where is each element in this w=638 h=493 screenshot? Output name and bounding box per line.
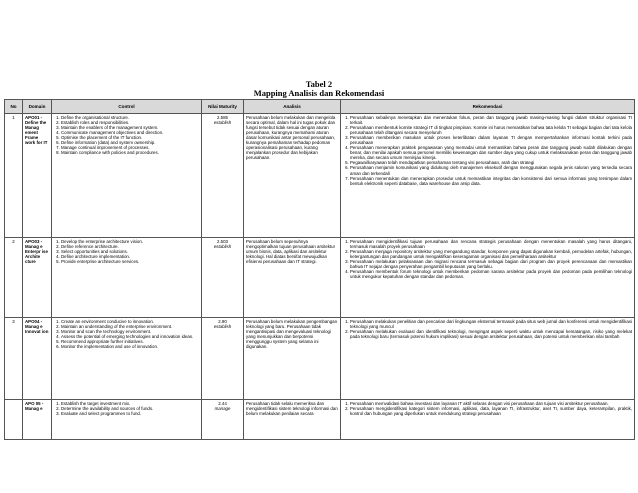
control-item: 2. Determine the availability and sources of funds. bbox=[61, 406, 199, 411]
control-item: 5. Optimise the placement of the IT function. bbox=[61, 135, 199, 140]
control-item: 2. Define reference architecture. bbox=[61, 244, 199, 249]
recommendation-cell bbox=[341, 400, 635, 440]
table-row bbox=[5, 400, 635, 440]
table-row bbox=[5, 114, 635, 238]
recommendation-item: 7. Perusahaan menentukan dan menerapkan prosedur untuk memastikan integritas dan konsistensi dari semua informasi yang tersimpan dalam bentuk elektronik seperti database, data warehouse dan arsip data. bbox=[350, 176, 632, 186]
table-number: Tabel 2 bbox=[305, 79, 333, 89]
control-item: 5. Provide enterprise architecture services. bbox=[61, 259, 199, 264]
row-number: 1 bbox=[5, 114, 23, 238]
control-item: 3. Select opportunities and solutions. bbox=[61, 249, 199, 254]
control-item: 3. Maintain the enablers of the management system. bbox=[61, 125, 199, 130]
maturity-value: 2.585 bbox=[217, 115, 228, 120]
control-item: 2. Maintain an understanding of the enterprise environment. bbox=[61, 324, 199, 329]
maturity-cell bbox=[202, 238, 244, 318]
mapping-table bbox=[4, 99, 635, 440]
header-maturity: Nilai Maturity bbox=[202, 100, 244, 114]
recommendation-item: 1. Perusahaan sebaiknya menetapkan dan menentukan fokus, peran dan tanggung jawab masing-masing fungsi dalam struktur organisasi TI terkait. bbox=[350, 115, 632, 125]
table-header-row bbox=[5, 100, 635, 114]
control-item: 7. Manage continual improvement of processes. bbox=[61, 145, 199, 150]
maturity-value: 2.44 bbox=[218, 401, 227, 406]
recommendation-item: 3. Perusahaan memberikan masukan untuk proses keterlibatan dalam layanan TI dengan mempertahankan informasi kontak terkini pada perusahaan bbox=[350, 135, 632, 145]
table-title: Mapping Analisis dan Rekomendasi bbox=[253, 88, 385, 98]
control-item: 4. Define architecture implementation. bbox=[61, 254, 199, 259]
maturity-value: 2.90 bbox=[218, 319, 227, 324]
recommendation-cell bbox=[341, 238, 635, 318]
recommendation-item: 1. Perusahaan memvalidasi bahwa investasi dan layanan IT aktif selaras dengan visi perusahaan dan tujuan visi arsitektur perusahaan. bbox=[350, 401, 632, 406]
header-domain: Domain bbox=[23, 100, 52, 114]
maturity-value: 2.503 bbox=[217, 239, 228, 244]
header-no: No bbox=[5, 100, 23, 114]
control-item: 1. Develop the enterprise architecture vision. bbox=[61, 239, 199, 244]
recommendation-item: 2. Perusahaan melakukan evaluasi dan identifikasi teknologi, mengingat aspek seperti waktu untuk mencapai kematangan, risiko yang melekat pada teknologi baru (termasuk potensi hukum implikasi) sesuai dengan arsitektur perusahaan, dan potensi untuk memberikan nilai tambah bbox=[350, 329, 632, 339]
table-row bbox=[5, 318, 635, 400]
control-item: 5. Recommend appropriate further initiatives. bbox=[61, 339, 199, 344]
maturity-cell bbox=[202, 318, 244, 400]
domain-cell: APO01 - Define the Manag ement Frame work for IT bbox=[23, 114, 52, 238]
recommendation-list bbox=[343, 401, 632, 416]
control-item: 8. Maintain compliance with policies and procedures. bbox=[61, 150, 199, 155]
recommendation-item: 4. Perusahaan membentuk forum teknologi untuk memberikan pedoman sarana arsitektur pada proyek dan pedoman pada pemilihan teknologi untuk mengukur kepatuhan dengan standar dan pedoman. bbox=[350, 269, 632, 279]
control-item: 4. Assess the potential of emerging technologies and innovation ideas. bbox=[61, 334, 199, 339]
recommendation-item: 2. Perusahaan mengidentifikasi kategori sistem informasi, aplikasi, data, layanan TI, infrastruktur, aset TI, sumber daya, keterampilan, praktik, kontrol dan hubungan yang diperlukan untuk mendukung strategi perusahaan bbox=[350, 406, 632, 416]
analysis-cell: Perusahaan belum sepenuhnya mengoptimalkan tujuan perusahaan arsitektur umum bisnis, data, aplikasi dan arsitektur teknologi. Hal diatas bersifat mewujudkan efisiensi perusahaan dan IT strategi. bbox=[244, 238, 341, 318]
header-recommendation: Rekomendasi bbox=[341, 100, 635, 114]
analysis-cell: Perusahaan belum melakukan pengembangan teknologi yang baru. Perusahaan tidak mengantisipasi dan mengevaluasi teknologi yang menunjukkan dan berpotensi menggunggu system yang selama ini digunakan. bbox=[244, 318, 341, 400]
maturity-cell bbox=[202, 114, 244, 238]
control-list bbox=[54, 239, 199, 264]
control-cell bbox=[52, 114, 202, 238]
control-item: 6. Monitor the implementation and use of innovation. bbox=[61, 344, 199, 349]
maturity-cell bbox=[202, 400, 244, 440]
analysis-cell: Perusahaan tidak selalu memeriksa dan mengidentifikasi sistem teknologi informasi dan belum melakukan penilaian secara bbox=[244, 400, 341, 440]
row-number: 2 bbox=[5, 238, 23, 318]
recommendation-item: 1. Perusahaan mengidentifikasi tujuan perusahaan dan rencana strategis perusahaan dengan menentukan masalah yang harus ditangani, termasuk masalah proyek perusahaan bbox=[350, 239, 632, 249]
control-list bbox=[54, 401, 199, 416]
recommendation-item: 3. Perusahaan melakukan pelaksanaan dan migrasi rencana termasuk sebagai bagian dari program dan proyek perencanaan dan memastikan bahwa IT sejajar dengan penyerahan pengambil keputusan yang berlaku. bbox=[350, 259, 632, 269]
control-list bbox=[54, 115, 199, 155]
domain-cell: APO 05 - Manag e bbox=[23, 400, 52, 440]
control-item: 6. Define information (data) and system ownership. bbox=[61, 140, 199, 145]
domain-cell: APO03 - Manag e Enterpr ise Archite cture bbox=[23, 238, 52, 318]
recommendation-item: 2. Perusahaan membentuk komite strategi IT di tingkat pimpinan. Komite ini harus memastikan bahwa tata kelola TI sebagai bagian dari tata kelola perusahaan telah ditangani secara menyeluruh bbox=[350, 125, 632, 135]
recommendation-item: 6. Perusahaan menjamin komunikasi yang didukung oleh manajemen eksekutif dengan menggunakan segala jenis saluran yang tersedia secara aman dan terkendali bbox=[350, 165, 632, 175]
recommendation-cell bbox=[341, 114, 635, 238]
recommendation-item: 5. Pegawai/karyawan telah mendapatkan pemahaman tentang visi perusahaan, arah dan strategi bbox=[350, 160, 632, 165]
row-number: 3 bbox=[5, 318, 23, 400]
row-number bbox=[5, 400, 23, 440]
control-item: 3. Monitor and scan the technology environment. bbox=[61, 329, 199, 334]
control-item: 1. Establish the target investment mix. bbox=[61, 401, 199, 406]
recommendation-cell bbox=[341, 318, 635, 400]
maturity-level: establish bbox=[213, 244, 232, 250]
recommendation-item: 4. Perusahaan menerapkan praktek pengawasan yang memadai untuk memastikan bahwa peran dan tanggung jawab sudah dilakukan dengan benar, dan menilai apakah semua personel memiliki kewenangan dan sumber daya yang cukup untuk melaksanakan peran dan tanggung jawab mereka, dan secara umum meninjau kinerja. bbox=[350, 145, 632, 160]
header-control: Control bbox=[52, 100, 202, 114]
recommendation-item: 1. Perusahaan melakukan penelitian dan pencarian dari lingkungan eksternal termasuk pada situs web jurnal dan konferensi untuk mengidentifikasi teknologi yang muncul bbox=[350, 319, 632, 329]
recommendation-list bbox=[343, 319, 632, 339]
control-item: 1. Define the organisational structure. bbox=[61, 115, 199, 120]
control-item: 2. Establish roles and responsibilities. bbox=[61, 120, 199, 125]
maturity-level: manage bbox=[214, 406, 231, 412]
control-cell bbox=[52, 318, 202, 400]
control-cell bbox=[52, 400, 202, 440]
control-list bbox=[54, 319, 199, 349]
header-analysis: Analisis bbox=[244, 100, 341, 114]
control-cell bbox=[52, 238, 202, 318]
control-item: 1. Create an environment conducive to innovation. bbox=[61, 319, 199, 324]
maturity-level: establish bbox=[213, 324, 232, 330]
analysis-cell: Perusahaan belum melakukan dan mengelola secara optimal, dalam hal ini tugas pokok dan fungsi tersebut tidak sesuai dengan aturan perusahaan, kurangnya memahami aturan dasar komunikasi antar personal perusahaan, kurangnya pemahaman terhadap pedoman operasionalisasi perusahaan, kurang menjalankan prosedur dan kebijakan perusahaan. bbox=[244, 114, 341, 238]
recommendation-item: 2. Perusahaan menjaga repository arsitektur yang mengandung standar, komponen yang dapat digunakan kembali, pemodelan artefak, hubungan, ketergantungan dan pandangan untuk mengaktifkan keseragaman organisasi dan pemeliharaan arsitektur bbox=[350, 249, 632, 259]
control-item: 4. Communicate management objectives and direction. bbox=[61, 130, 199, 135]
recommendation-list bbox=[343, 239, 632, 279]
domain-cell: APO04 - Manag e Innovat ion bbox=[23, 318, 52, 400]
table-row bbox=[5, 238, 635, 318]
recommendation-list bbox=[343, 115, 632, 186]
maturity-level: establish bbox=[213, 120, 232, 126]
control-item: 3. Evaluate and select programmes to fund. bbox=[61, 411, 199, 416]
